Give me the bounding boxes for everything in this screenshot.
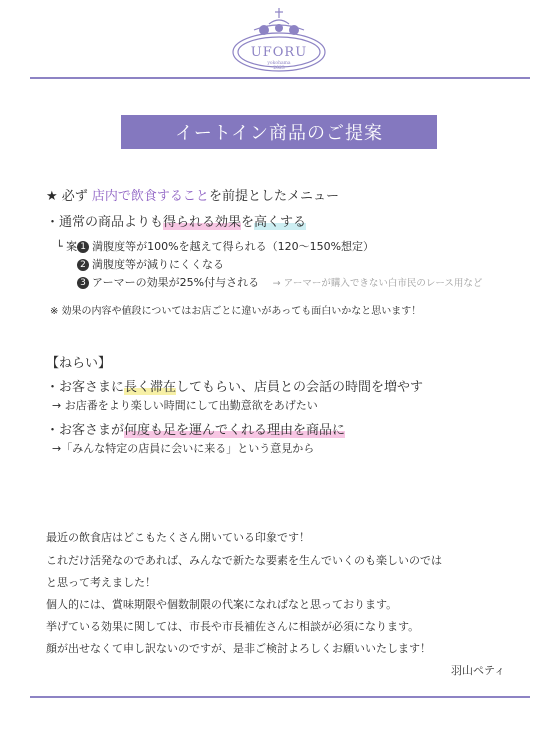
- aim-bullet-1: [46, 376, 423, 395]
- aim-heading: 【ねらい】: [46, 356, 112, 371]
- premise-post: を前提としたメニュー: [208, 189, 339, 204]
- footnote: ※ 効果の内容や値段についてはお店ごとに違いがあっても面白いかなと思います！: [50, 306, 422, 317]
- case-3-note: → アーマーが購入できない白市民のレース用など: [272, 278, 483, 289]
- aim-1-post: してもらい、店員との会話の時間を増やす: [176, 380, 424, 395]
- goal-bullet: [46, 211, 306, 230]
- aim-1-highlight: 長く滞在: [124, 380, 177, 395]
- uforu-logo: [224, 6, 334, 78]
- aim-1-pre: ・お客さまに: [46, 380, 125, 395]
- case-2-text: 満腹度等が減りにくくなる: [92, 258, 224, 271]
- aim-2-highlight: 何度も足を運んでくれる理由を商品に: [124, 423, 346, 438]
- bottom-divider: [30, 696, 530, 698]
- aim-2-pre: ・お客さまが: [46, 423, 125, 438]
- body-line-2: これだけ活発なのであれば、みんなで新たな要素を生んでいくのも楽しいのでは: [46, 554, 442, 567]
- case-3-text: アーマーの効果が25%付与される: [92, 276, 260, 289]
- premise-line: [46, 185, 339, 204]
- body-line-1: 最近の飲食店はどこもたくさん開いている印象です！: [46, 531, 310, 544]
- cross-crest-icon: [224, 6, 334, 78]
- number-1-icon: 1: [77, 241, 89, 253]
- goal-highlight-2: 高くする: [254, 215, 307, 230]
- signature: 羽山ペティ: [451, 664, 506, 677]
- body-line-5: 挙げている効果に関しては、市長や市長補佐さんに相談が必須になります。: [46, 620, 420, 633]
- logo-text: UFORU: [250, 45, 308, 60]
- body-line-6: 顔が出せなくて申し訳ないのですが、是非ご検討よろしくお願いいたします！: [46, 642, 431, 655]
- body-line-4: 個人的には、賞味期限や個数制限の代案になればなと思っております。: [46, 598, 398, 611]
- star-icon: ★: [46, 189, 58, 204]
- number-3-icon: 3: [77, 277, 89, 289]
- goal-pre: ・通常の商品よりも: [46, 215, 164, 230]
- number-2-icon: 2: [77, 259, 89, 271]
- case-1-text: 満腹度等が100%を越えて得られる（120〜150%想定）: [92, 240, 375, 253]
- aim-1-sub: → お店番をより楽しい時間にして出勤意欲をあげたい: [52, 399, 318, 412]
- aim-bullet-2: [46, 419, 345, 438]
- case-prefix: └ 案: [56, 240, 78, 253]
- page-title: イートイン商品のご提案: [121, 115, 437, 149]
- goal-mid: を: [241, 215, 255, 230]
- logo-year: 2023: [273, 66, 285, 71]
- body-line-3: と思って考えました！: [46, 576, 156, 589]
- logo-subtext: yokohama: [267, 61, 291, 66]
- premise-highlight: 店内で飲食すること: [91, 189, 209, 204]
- goal-highlight-1: 得られる効果: [163, 215, 242, 230]
- case-2: [77, 256, 224, 272]
- top-divider: [30, 77, 530, 79]
- case-1: [56, 238, 374, 254]
- premise-pre: 必ず: [57, 189, 92, 204]
- aim-2-sub: →「みんな特定の店員に会いに来る」という意見から: [52, 442, 315, 455]
- case-3: [77, 274, 482, 290]
